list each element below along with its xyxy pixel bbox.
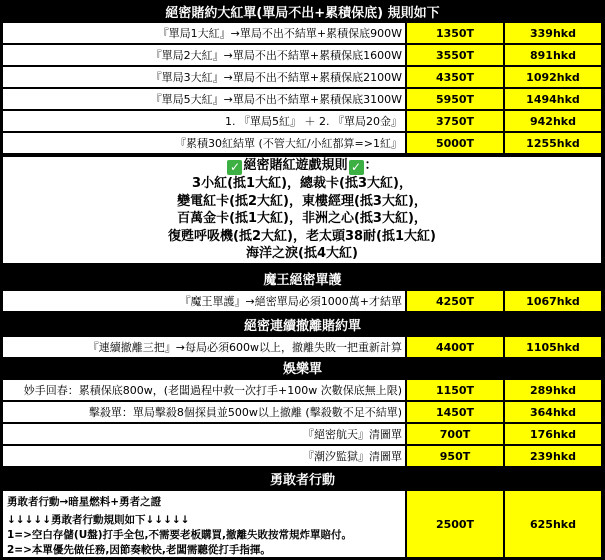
price-hkd: 1105hkd — [504, 336, 602, 358]
brave-line: 勇敢者行動→暗星燃料+勇者之證 — [7, 496, 162, 508]
withdraw-title-row — [0, 312, 605, 336]
section-title: 魔王絕密單護 — [263, 272, 342, 288]
rules-title-line — [226, 157, 377, 175]
price-hkd: 625hkd — [504, 490, 602, 558]
row-description: 擊殺單：單局擊殺8個探員並500w以上撤離 (擊殺數不足不結單) — [2, 401, 406, 423]
price-t: 4250T — [406, 290, 504, 312]
price-t: 1150T — [406, 379, 504, 401]
price-t: 5000T — [406, 132, 504, 154]
price-hkd: 891hkd — [504, 44, 602, 66]
row-description: 『單局5大紅』→單局不出不結單+累積保底3100W — [2, 88, 406, 110]
brave-title-row — [0, 466, 605, 490]
section-title: 勇敢者行動 — [269, 472, 335, 488]
table-row — [0, 110, 605, 132]
price-t: 1350T — [406, 22, 504, 44]
price-hkd: 364hkd — [504, 401, 602, 423]
price-hkd: 1255hkd — [504, 132, 602, 154]
price-hkd: 1092hkd — [504, 66, 602, 88]
price-hkd: 289hkd — [504, 379, 602, 401]
price-hkd: 239hkd — [504, 445, 602, 467]
rules-block — [0, 156, 605, 264]
table-row — [0, 445, 605, 467]
table-row — [0, 423, 605, 445]
brave-row — [0, 490, 605, 558]
brave-description — [2, 490, 406, 558]
price-t: 3750T — [406, 110, 504, 132]
row-description: 『單局3大紅』→單局不出不結單+累積保底2100W — [2, 66, 406, 88]
demon-title-row — [0, 266, 605, 290]
table-row — [0, 401, 605, 423]
row-description: 『連續撤離三把』→每局必須600w以上，撤離失敗一把重新計算 — [2, 336, 406, 358]
rules-line: 百萬金卡(抵1大紅)，非洲之心(抵3大紅)， — [177, 211, 427, 227]
section-title: 絕密連續撤離賭約單 — [243, 318, 361, 334]
row-description: 『絕密航天』清圖單 — [2, 423, 406, 445]
row-description: 妙手回春：累積保底800w，(老闆過程中救一次打手+100w 次數保底無上限) — [2, 379, 406, 401]
row-description: 『累積30紅結單 (不管大紅/小紅都算=>1紅』 — [2, 132, 406, 154]
section-title: 娛樂單 — [282, 361, 322, 377]
price-hkd: 1067hkd — [504, 290, 602, 312]
price-t: 3550T — [406, 44, 504, 66]
row-description: 『單局2大紅』→單局不出不結單+累積保底1600W — [2, 44, 406, 66]
brave-line: 1=>空白存儲(U盤)打手全包,不需要老板購買,撤離失敗按常規炸單賠付。 — [7, 529, 353, 541]
table-row — [0, 88, 605, 110]
price-t: 2500T — [406, 490, 504, 558]
price-hkd: 339hkd — [504, 22, 602, 44]
rules-title-suffix: ： — [364, 158, 378, 174]
price-hkd: 942hkd — [504, 110, 602, 132]
table-row — [0, 44, 605, 66]
price-hkd: 176hkd — [504, 423, 602, 445]
check-icon: ✓ — [227, 160, 242, 175]
table-row — [0, 336, 605, 358]
rules-line: 3小紅(抵1大紅)，總裁卡(抵3大紅)， — [192, 176, 412, 192]
price-t: 4400T — [406, 336, 504, 358]
check-icon: ✓ — [349, 160, 364, 175]
brave-line: 2=>本單優先做任務,因節奏較快,老闆需聽從打手指揮。 — [7, 544, 271, 556]
row-description: 『魔王單護』→絕密單局必須1000萬+才結單 — [2, 290, 406, 312]
rules-line: 復甦呼吸機(抵2大紅)，老太頭38耐(抵1大紅) — [168, 228, 436, 244]
brave-line: ↓↓↓↓↓勇敢者行動規則如下↓↓↓↓↓ — [7, 514, 190, 526]
entertainment-title-row — [0, 356, 605, 378]
price-hkd: 1494hkd — [504, 88, 602, 110]
rules-line: 變電紅卡(抵2大紅)，東樓經理(抵3大紅)， — [177, 193, 427, 209]
main-title: 絕密賭約大紅單(單局不出+累積保底) 規則如下 — [165, 5, 440, 21]
price-t: 5950T — [406, 88, 504, 110]
row-description: 1. 『單局5紅』 ＋ 2. 『單局20金』 — [2, 110, 406, 132]
price-t: 700T — [406, 423, 504, 445]
row-description: 『潮汐監獄』清圖單 — [2, 445, 406, 467]
rules-line: 海洋之淚(抵4大紅) — [246, 246, 358, 262]
table-row — [0, 290, 605, 312]
table-row — [0, 22, 605, 44]
price-t: 1450T — [406, 401, 504, 423]
table-row — [0, 66, 605, 88]
main-title-row — [0, 0, 605, 22]
table-row — [0, 132, 605, 154]
table-row — [0, 379, 605, 401]
price-t: 950T — [406, 445, 504, 467]
rules-title: 絕密賭紅遊戲規則 — [243, 158, 348, 174]
row-description: 『單局1大紅』→單局不出不結單+累積保底900W — [2, 22, 406, 44]
price-t: 4350T — [406, 66, 504, 88]
rules-panel — [2, 156, 602, 264]
